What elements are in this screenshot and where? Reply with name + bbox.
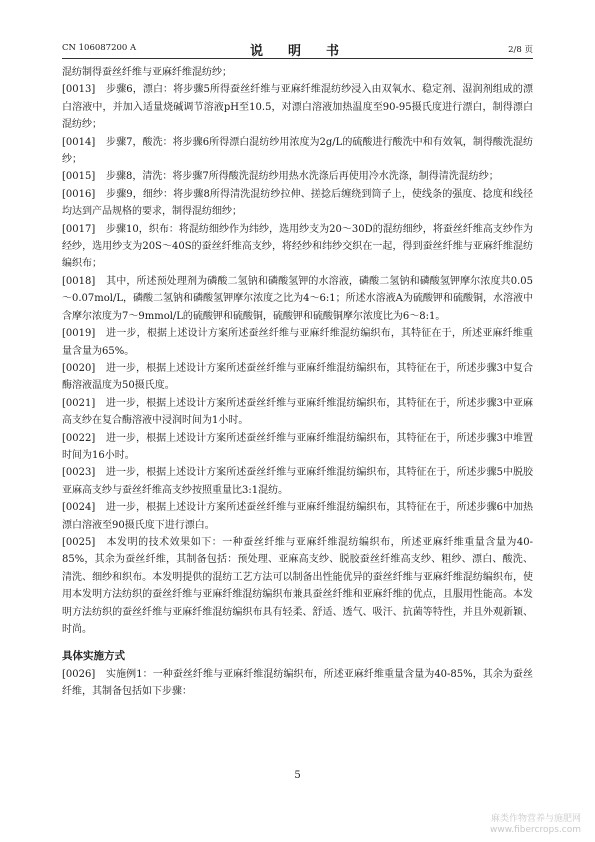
- paragraph-continuation: [62, 64, 533, 81]
- paragraph-number: [0019]: [62, 328, 96, 340]
- page-number: 5: [294, 770, 301, 781]
- page-header: [62, 40, 533, 59]
- paragraph-text: 进一步，根据上述设计方案所述蚕丝纤维与亚麻纤维混纺编织布，其特征在于，所述步骤6中加热漂白溶液至90摄氏度下进行漂白。: [62, 502, 533, 531]
- watermark-line-2: www.fibercrops.com: [490, 825, 581, 835]
- paragraph-0025: [62, 534, 533, 638]
- paragraph-0023: [62, 464, 533, 499]
- paragraph-number: [0020]: [62, 362, 96, 374]
- paragraph-0015: [62, 168, 533, 185]
- paragraph-0020: [62, 360, 533, 395]
- paragraph-text: 实施例1：一种蚕丝纤维与亚麻纤维混纺编织布，所述亚麻纤维重量含量为40-85%，其余为蚕丝纤维，其制备包括如下步骤：: [62, 668, 533, 698]
- paragraph-text: 本发明的技术效果如下：一种蚕丝纤维与亚麻纤维混纺编织布，所述亚麻纤维重量含量为40-85%，其余为蚕丝纤维，其制备包括：预处理、亚麻高支纱、脱胶蚕丝纤维高支纱、粗纱、漂白、酸洗、清洗、细纱和织布。本发明提供的混纺工艺方法可以制备出性能优异的蚕丝纤维与亚麻纤维混纺编织布，使用本发明方法纺织的蚕丝纤维与亚麻纤维混纺编织布兼具蚕丝纤维和亚麻纤维的优点，且服用性能高。本发明方法纺织的蚕丝纤维与亚麻纤维混纺编织布具有轻柔、舒适、透气、吸汗、抗菌等特性，并且外观新颖、时尚。: [62, 536, 533, 635]
- paragraph-0021: [62, 395, 533, 430]
- watermark: [490, 814, 581, 836]
- paragraph-text: 进一步，根据上述设计方案所述蚕丝纤维与亚麻纤维混纺编织布，其特征在于，所述亚麻纤维重量含量为65%。: [62, 328, 533, 357]
- paragraph-text: 其中，所述预处理剂为磷酸二氢钠和磷酸氢钾的水溶液，磷酸二氢钠和磷酸氢钾摩尔浓度共0.05～0.07mol/L，磷酸二氢钠和磷酸氢钾摩尔浓度之比为4～6:1；所述水溶液A为硫酸钾和硫酸铜，水溶液中含摩尔浓度为7～9mmol/L的硫酸钾和硫酸铜，硫酸钾和硫酸铜摩尔浓度比为6～8:1。: [62, 275, 533, 322]
- patent-number: CN 106087200 A: [62, 43, 137, 53]
- paragraph-0013: [62, 81, 533, 133]
- paragraph-number: [0016]: [62, 188, 96, 200]
- document-body: [62, 64, 533, 701]
- paragraph-0016: [62, 186, 533, 221]
- paragraph-0019: [62, 325, 533, 360]
- paragraph-number: [0026]: [62, 668, 96, 680]
- paragraph-0022: [62, 430, 533, 465]
- paragraph-number: [0013]: [62, 84, 96, 96]
- paragraph-text: 进一步，根据上述设计方案所述蚕丝纤维与亚麻纤维混纺编织布，其特征在于，所述步骤3中复合酶溶液温度为50摄氏度。: [62, 362, 533, 392]
- paragraph-text: 混纺制得蚕丝纤维与亚麻纤维混纺纱；: [62, 67, 232, 78]
- paragraph-0026: [62, 666, 533, 701]
- section-heading: 具体实施方式: [62, 650, 125, 663]
- paragraph-0017: [62, 221, 533, 273]
- paragraph-text: 进一步，根据上述设计方案所述蚕丝纤维与亚麻纤维混纺编织布，其特征在于，所述步骤3中堆置时间为16小时。: [62, 432, 533, 461]
- page-info: 2/8 页: [508, 45, 533, 55]
- paragraph-text: 步骤6，漂白：将步骤5所得蚕丝纤维与亚麻纤维混纺纱浸入由双氧水、稳定剂、湿润剂组成的漂白溶液中，并加入适量烧碱调节溶液pH至10.5，对漂白溶液加热温度至90-95摄氏度进行漂白，制得漂白混纺纱；: [62, 84, 533, 131]
- paragraph-number: [0022]: [62, 432, 96, 444]
- paragraph-text: 步骤7，酸洗：将步骤6所得漂白混纺纱用浓度为2g/L的硫酸进行酸洗中和有效氧，制得酸洗混纺纱；: [62, 136, 533, 166]
- paragraph-number: [0017]: [62, 223, 96, 235]
- paragraph-number: [0018]: [62, 275, 96, 287]
- paragraph-number: [0025]: [62, 536, 96, 548]
- paragraph-number: [0021]: [62, 397, 96, 409]
- paragraph-text: 步骤10，织布：将混纺细纱作为纬纱，选用纱支为20～30D的混纺细纱，将蚕丝纤维高支纱作为经纱，选用纱支为20S～40S的蚕丝纤维高支纱，将经纱和纬纱交织在一起，得到蚕丝纤维与亚麻纤维混纺编织布；: [62, 223, 533, 270]
- paragraph-number: [0023]: [62, 467, 96, 479]
- paragraph-0014: [62, 134, 533, 169]
- paragraph-number: [0024]: [62, 502, 96, 514]
- paragraph-text: 进一步，根据上述设计方案所述蚕丝纤维与亚麻纤维混纺编织布，其特征在于，所述步骤5中脱胶亚麻高支纱与蚕丝纤维高支纱按照重量比3:1混纺。: [62, 467, 533, 496]
- paragraph-0018: [62, 273, 533, 325]
- paragraph-text: 进一步，根据上述设计方案所述蚕丝纤维与亚麻纤维混纺编织布，其特征在于，所述步骤3中亚麻高支纱在复合酶溶液中浸润时间为1小时。: [62, 397, 533, 427]
- paragraph-text: 步骤9，细纱：将步骤8所得清洗混纺纱拉伸、搓捻后缠绕到筒子上，使线条的强度、捻度和线径均达到产品规格的要求，制得混纺细纱；: [62, 188, 533, 218]
- document-title: 说 明 书: [249, 44, 345, 59]
- paragraph-text: 步骤8，清洗：将步骤7所得酸洗混纺纱用热水洗涤后再使用冷水洗涤，制得清洗混纺纱；: [106, 171, 499, 183]
- paragraph-number: [0015]: [62, 171, 96, 183]
- paragraph-0024: [62, 499, 533, 534]
- watermark-line-1: 麻类作物营养与施肥网: [490, 814, 581, 824]
- paragraph-number: [0014]: [62, 136, 96, 148]
